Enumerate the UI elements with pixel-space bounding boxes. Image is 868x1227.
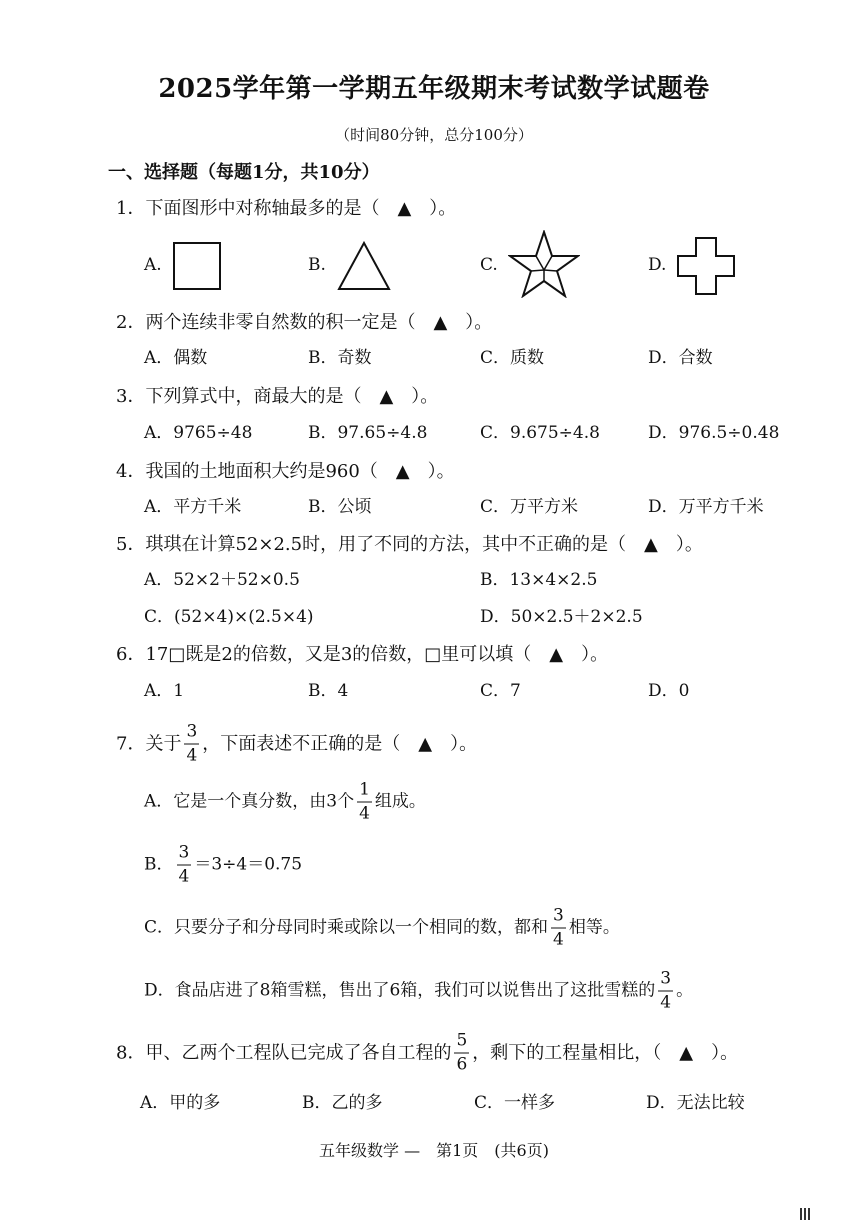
question-1-label-d: D. bbox=[648, 255, 667, 275]
question-3-option-a: A．9765÷48 bbox=[144, 423, 253, 443]
question-5-option-b: B．13×4×2.5 bbox=[480, 570, 598, 590]
fraction-denominator: 4 bbox=[178, 866, 190, 887]
question-7-option-b bbox=[144, 842, 303, 887]
fraction bbox=[658, 968, 673, 1013]
question-2-option-d: D．合数 bbox=[648, 348, 713, 368]
question-2-option-b: B．奇数 bbox=[308, 348, 372, 368]
question-3-stem: 3．下列算式中，商最大的是（ ▲ ）。 bbox=[116, 386, 439, 407]
question-2-stem: 2．两个连续非零自然数的积一定是（ ▲ ）。 bbox=[116, 312, 493, 333]
page-footer: 五年级数学 — 第1页 (共6页) bbox=[319, 1141, 549, 1160]
fraction bbox=[184, 721, 199, 766]
fraction bbox=[357, 779, 372, 824]
question-8-option-a: A．甲的多 bbox=[140, 1093, 221, 1113]
fraction bbox=[551, 905, 566, 950]
question-8-stem-end: ，剩下的工程量相比，（ ▲ ）。 bbox=[472, 1042, 739, 1063]
option-text: D．食品店进了8箱雪糕，售出了6箱，我们可以说售出了这批雪糕的 bbox=[144, 980, 656, 1001]
cross-figure bbox=[676, 236, 736, 296]
exam-info: （时间80分钟，总分100分） bbox=[335, 126, 533, 144]
question-6-option-c: C．7 bbox=[480, 681, 521, 701]
option-text-end: 。 bbox=[676, 980, 694, 1001]
option-text: A．它是一个真分数，由3个 bbox=[144, 791, 355, 812]
fraction-numerator: 1 bbox=[357, 782, 372, 803]
question-7-option-a bbox=[144, 779, 426, 824]
fraction-denominator: 4 bbox=[359, 803, 370, 824]
question-8-option-b: B．乙的多 bbox=[302, 1093, 383, 1113]
fraction-numerator: 3 bbox=[184, 724, 199, 745]
question-4-option-d: D．万平方千米 bbox=[648, 497, 764, 517]
question-7-stem-end: ，下面表述不正确的是（ ▲ ）。 bbox=[202, 733, 478, 754]
question-2-option-a: A．偶数 bbox=[144, 348, 208, 368]
fraction-numerator: 3 bbox=[177, 845, 192, 866]
question-4-option-c: C．万平方米 bbox=[480, 497, 579, 517]
question-6-stem: 6．17□既是2的倍数，又是3的倍数，□里可以填（ ▲ ）。 bbox=[116, 644, 609, 665]
fraction-numerator: 3 bbox=[658, 971, 673, 992]
fraction-numerator: 5 bbox=[454, 1033, 469, 1054]
question-6-option-b: B．4 bbox=[308, 681, 349, 701]
option-text: B． bbox=[144, 854, 174, 875]
option-text: C．只要分子和分母同时乘或除以一个相同的数，都和 bbox=[144, 917, 549, 938]
fraction bbox=[454, 1030, 469, 1075]
square-figure bbox=[172, 241, 222, 291]
question-5-stem: 5．琪琪在计算52×2.5时，用了不同的方法，其中不正确的是（ ▲ ）。 bbox=[116, 534, 703, 555]
question-4-option-b: B．公顷 bbox=[308, 497, 372, 517]
question-8-option-c: C．一样多 bbox=[474, 1093, 556, 1113]
option-text-end: 相等。 bbox=[568, 917, 620, 938]
question-3-option-c: C．9.675÷4.8 bbox=[480, 423, 600, 443]
question-7-stem bbox=[116, 721, 478, 766]
section-heading: 一、选择题（每题1分，共10分） bbox=[108, 162, 380, 183]
option-text-end: ＝3÷4＝0.75 bbox=[194, 854, 303, 875]
question-7-stem-start: 7．关于 bbox=[116, 733, 182, 754]
question-2-option-c: C．质数 bbox=[480, 348, 545, 368]
question-1-stem: 1．下面图形中对称轴最多的是（ ▲ ）。 bbox=[116, 198, 457, 219]
question-1-label-c: C. bbox=[480, 255, 498, 275]
page-title: 2025学年第一学期五年级期末考试数学试题卷 bbox=[158, 74, 710, 104]
question-3-option-b: B．97.65÷4.8 bbox=[308, 423, 428, 443]
question-8-stem-start: 8．甲、乙两个工程队已完成了各自工程的 bbox=[116, 1042, 452, 1063]
question-4-option-a: A．平方千米 bbox=[144, 497, 242, 517]
fraction-denominator: 4 bbox=[553, 929, 564, 950]
question-4-stem: 4．我国的土地面积大约是960（ ▲ ）。 bbox=[116, 461, 455, 482]
fraction-numerator: 3 bbox=[551, 908, 566, 929]
question-1-label-b: B. bbox=[308, 255, 326, 275]
fraction-denominator: 4 bbox=[186, 745, 198, 766]
triangle-figure bbox=[336, 240, 392, 292]
question-8-stem bbox=[116, 1030, 739, 1075]
question-3-option-d: D．976.5÷0.48 bbox=[648, 423, 780, 443]
star-figure bbox=[508, 230, 580, 298]
question-6-option-d: D．0 bbox=[648, 681, 690, 701]
fraction bbox=[177, 842, 192, 887]
question-5-option-d: D．50×2.5＋2×2.5 bbox=[480, 607, 643, 627]
question-1-label-a: A. bbox=[144, 255, 162, 275]
question-8-option-d: D．无法比较 bbox=[646, 1093, 745, 1113]
question-5-option-c: C．(52×4)×(2.5×4) bbox=[144, 607, 314, 627]
qr-code-icon bbox=[800, 1208, 812, 1220]
question-6-option-a: A．1 bbox=[144, 681, 185, 701]
option-text-end: 组成。 bbox=[374, 791, 426, 812]
question-5-option-a: A．52×2＋52×0.5 bbox=[144, 570, 300, 590]
fraction-denominator: 4 bbox=[660, 992, 672, 1013]
fraction-denominator: 6 bbox=[456, 1054, 468, 1075]
question-7-option-d bbox=[144, 968, 694, 1013]
question-7-option-c bbox=[144, 905, 620, 950]
